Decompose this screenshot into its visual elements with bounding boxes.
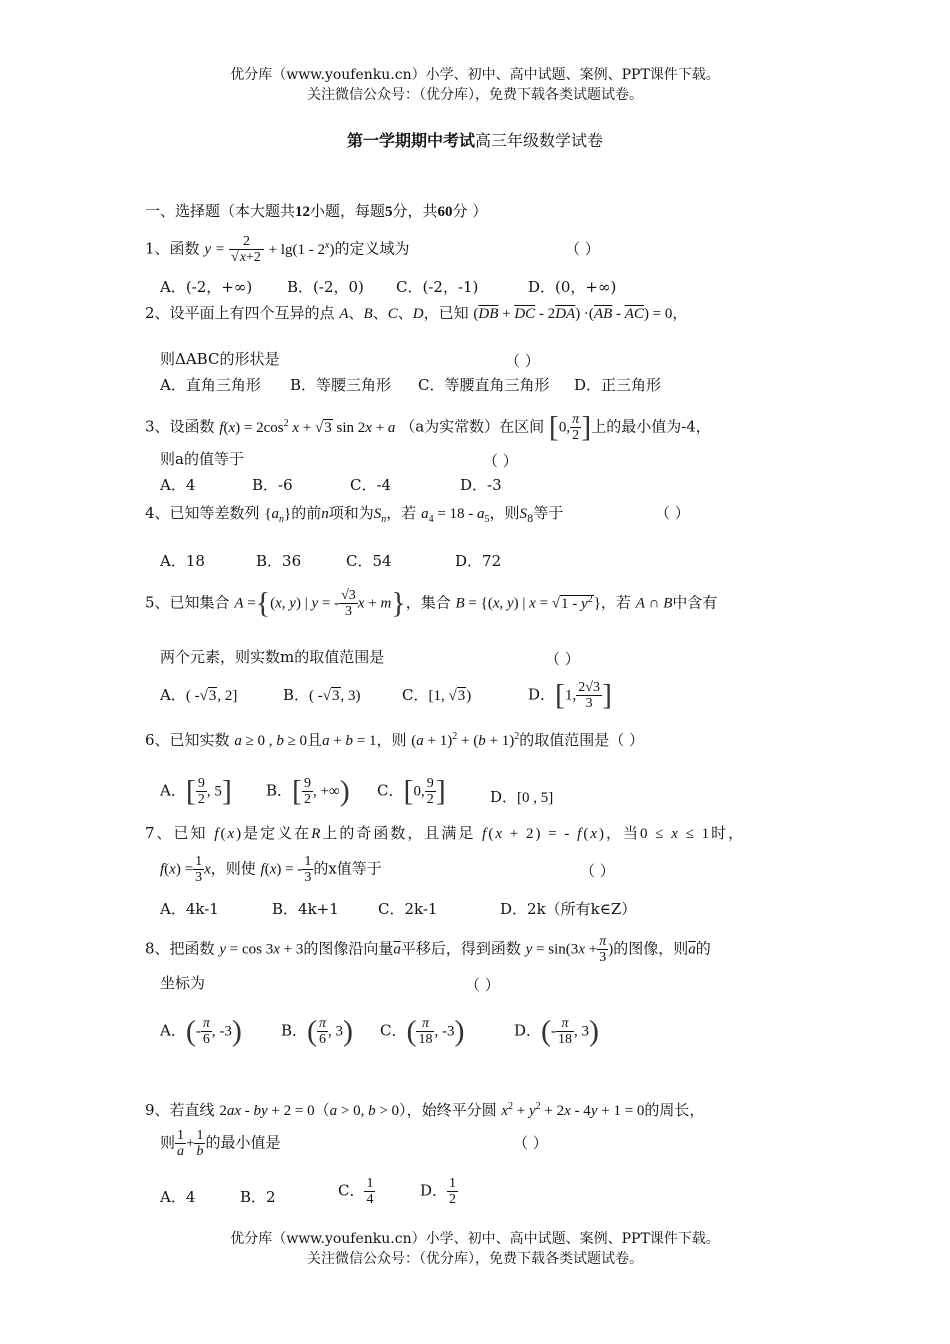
- question-6: 6、已知实数 a ≥ 0 , b ≥ 0且a + b = 1，则 $(a + 1)^2 + (b + 1)^2$的取值范围是（ ）: [145, 731, 644, 749]
- q6-option-b: B．[ $\frac{9}{2}$ , +∞): [266, 774, 350, 808]
- q9-option-c: C． $\frac{1}{4}$: [338, 1176, 374, 1207]
- q3-option-a: A．4: [160, 476, 196, 494]
- q4-option-d: D．72: [455, 552, 502, 570]
- question-3-line-2: 则a的值等于: [160, 450, 244, 468]
- question-5: 5、已知集合 A ={(x, y) | y = - $\frac{√3}{3}$ x + m}，集合 B = {(x, y) | $x = √1 - y^2$}，若 A ∩ B中含有: [145, 586, 718, 620]
- question-5-line-2: 两个元素，则实数m的取值范围是: [160, 648, 385, 666]
- q2-option-a: A．直角三角形: [160, 376, 261, 394]
- q5-option-c: C．[1, √3): [402, 686, 472, 704]
- q8-option-a: A．(- $\frac{\pi}{6}$ , -3): [160, 1014, 242, 1048]
- answer-blank-1: （ ）: [565, 240, 600, 258]
- q9-option-d: D． $\frac{1}{2}$: [420, 1176, 457, 1207]
- footer-line-2: 关注微信公众号：（优分库），免费下载各类试题试卷。: [307, 1251, 643, 1267]
- question-7: 7、已知 f(x)是定义在R上的奇函数，且满足 f(x + 2) = - f(x)，当0 ≤ x ≤ 1时，: [145, 824, 746, 842]
- header-line-1: 优分库（www.youfenku.cn）小学、初中、高中试题、案例、PPT课件下载。: [230, 67, 720, 83]
- question-9-line-2: 则 $\frac{1}{a}$ + $\frac{1}{b}$ 的最小值是: [160, 1128, 281, 1159]
- answer-blank-8: （ ）: [465, 976, 500, 994]
- q5-option-a: A．( -√3, 2]: [160, 686, 238, 704]
- answer-blank-9: （ ）: [513, 1134, 548, 1152]
- question-2-line-2: 则ΔABC的形状是: [160, 350, 280, 368]
- footer-line-1: 优分库（www.youfenku.cn）小学、初中、高中试题、案例、PPT课件下载。: [230, 1231, 720, 1247]
- q1-option-a: A．(-2，+∞): [160, 278, 253, 296]
- question-7-line-2: f(x) = $\frac{1}{3}$ x，则使 f(x) = - $\frac{1}{3}$ 的x值等于: [160, 854, 382, 885]
- q6-option-a: A．[ $\frac{9}{2}$ , 5]: [160, 774, 232, 808]
- q7-option-b: B．4k+1: [272, 900, 339, 918]
- q4-option-b: B．36: [256, 552, 302, 570]
- q5-option-d: D．[1, $\frac{2√3}{3}$ ]: [528, 678, 612, 712]
- q8-option-c: C．( $\frac{\pi}{18}$ , -3): [380, 1014, 465, 1048]
- q2-option-d: D．正三角形: [574, 376, 662, 394]
- answer-blank-4: （ ）: [655, 504, 690, 522]
- q6-option-d: D．[0 , 5]: [490, 788, 554, 806]
- page-title: 第一学期期中考试高三年级数学试卷: [346, 131, 604, 150]
- q1-option-b: B．(-2，0): [287, 278, 364, 296]
- q9-option-a: A．4: [160, 1188, 196, 1206]
- q6-option-c: C．[0, $\frac{9}{2}$ ]: [377, 774, 446, 808]
- header-line-2: 关注微信公众号：（优分库），免费下载各类试题试卷。: [307, 87, 643, 103]
- question-2: 2、设平面上有四个互异的点 A、B、C、D，已知 $(\overline{DB} + \overline{DC} - 2\overline{DA}) \cdot(\overline{AB} - \overline{AC}) = 0$，: [145, 304, 688, 322]
- q2-option-c: C．等腰直角三角形: [418, 376, 550, 394]
- question-8: 8、把函数 y = cos 3x + 3的图像沿向量$\overline{a}$平移后，得到函数 y = sin(3x + $\frac{\pi}{3}$ )的图像，则$\overline{a}$的: [145, 934, 711, 965]
- q7-option-a: A．4k-1: [160, 900, 219, 918]
- answer-blank-7: （ ）: [580, 862, 615, 880]
- q3-option-c: C．-4: [350, 476, 392, 494]
- q3-option-d: D．-3: [460, 476, 502, 494]
- q2-option-b: B．等腰三角形: [290, 376, 392, 394]
- question-4: 4、已知等差数列 $\{a_n\}$的前n项和为$S_n$，若 $a_4 = 18 - a_5$，则$S_8$等于: [145, 504, 564, 525]
- answer-blank-3: （ ）: [483, 452, 518, 470]
- answer-blank-5: （ ）: [545, 650, 580, 668]
- q8-option-d: D．(- $\frac{\pi}{18}$ , 3): [514, 1014, 600, 1048]
- q7-option-c: C．2k-1: [378, 900, 438, 918]
- q1-option-d: D．(0，+∞): [528, 278, 617, 296]
- q4-option-a: A．18: [160, 552, 205, 570]
- answer-blank-2: （ ）: [505, 352, 540, 370]
- q1-option-c: C．(-2，-1): [396, 278, 479, 296]
- question-1: 1、函数 y = $\frac{2}{√x+2}$ + lg(1 - 2$^x$)的定义域为: [145, 234, 410, 265]
- q7-option-d: D．2k（所有k∈Z）: [500, 900, 637, 918]
- question-9: 9、若直线 2ax - by + 2 = 0（a > 0, b > 0），始终平分圆 $x^2 + y^2 + 2x - 4y + 1 = 0$的周长，: [145, 1101, 705, 1119]
- q9-option-b: B．2: [240, 1188, 276, 1206]
- question-3: 3、设函数 $f(x) = 2\cos^2$ x + √3 sin 2x + a （a为实常数）在区间 [0, $\frac{\pi}{2}$ ]上的最小值为-4，: [145, 410, 711, 444]
- q3-option-b: B．-6: [252, 476, 293, 494]
- question-8-line-2: 坐标为: [160, 974, 206, 992]
- q8-option-b: B．( $\frac{\pi}{6}$ , 3): [281, 1014, 354, 1048]
- section-heading: 一、选择题（本大题共12小题，每题5分，共60分 ）: [145, 202, 488, 220]
- q4-option-c: C．54: [346, 552, 392, 570]
- q5-option-b: B．( -√3, 3): [283, 686, 361, 704]
